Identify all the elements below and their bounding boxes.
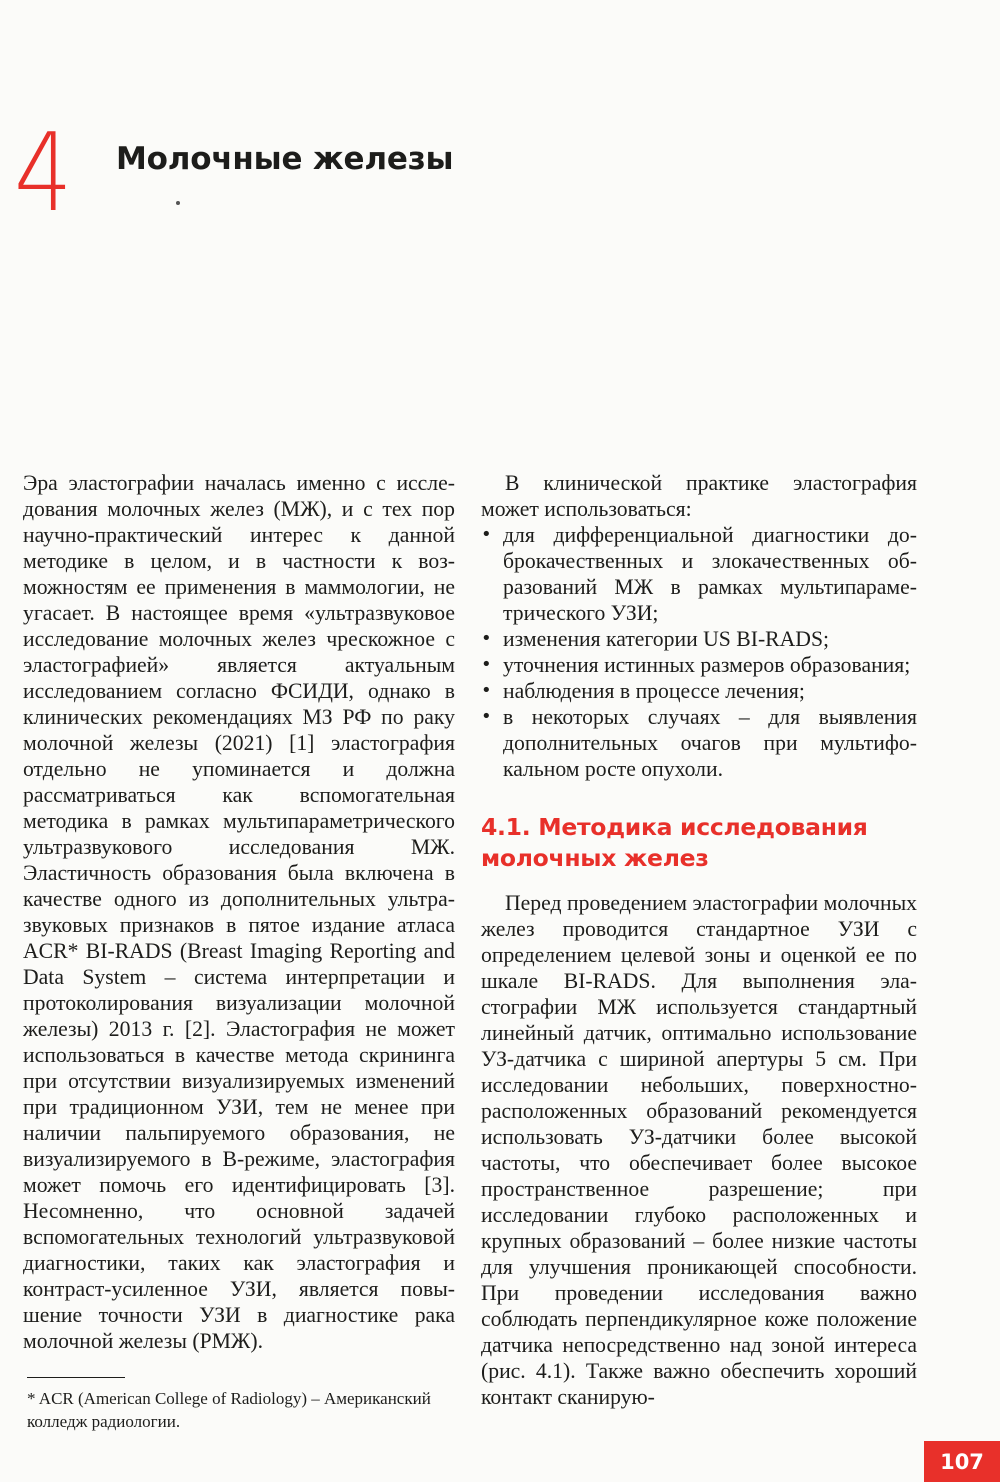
chapter-title: Молочные железы	[116, 141, 454, 177]
list-item	[481, 704, 917, 782]
bullet-icon: •	[481, 628, 492, 649]
section-heading: 4.1. Методика исследования молочных желез	[481, 813, 868, 872]
footnote-divider	[27, 1377, 125, 1378]
usage-intro: В клинической практике эластография может использоваться:	[481, 471, 917, 521]
page-number-label: 107	[940, 1449, 984, 1474]
list-item	[481, 626, 917, 652]
list-item	[481, 652, 917, 678]
list-item-text: для дифференциальной диагностики доброкачественных и злокачественных образований МЖ в рамках мультипараметрического УЗИ;	[503, 523, 917, 625]
print-speck	[176, 201, 180, 205]
list-item-text: изменения категории US BI-RADS;	[503, 627, 830, 651]
list-item	[481, 678, 917, 704]
bullet-icon: •	[481, 524, 492, 545]
bullet-icon: •	[481, 654, 492, 675]
footnote: * ACR (American College of Radiology) – Американский колледж радиологии.	[27, 1389, 431, 1431]
usage-list	[481, 522, 917, 782]
method-paragraph: Перед проведением эластографии молочных желез проводится стандартное УЗИ с определением целевой зоны и оценкой ее по шкале BI-RADS. Для выполнения эластографии МЖ используется стандартный линейный датчик, оптимально использование УЗ-датчика с шириной апертуры 5 см. При исследовании небольших, поверхностно-расположенных образований рекомендуется использовать УЗ-датчики более высокой частоты, что обеспечивает более высокое пространственное разрешение; при исследовании глубоко расположенных и крупных образований – более низкие частоты для улучшения проникающей способности. При проведении исследования важно соблюдать перпендикулярное коже положение датчика непосредственно над зоной интереса (рис. 4.1). Также важно обеспечить хороший контакт сканирую-	[481, 891, 917, 1409]
page-number	[924, 1441, 1000, 1482]
chapter-number: 4	[14, 111, 73, 236]
list-item	[481, 522, 917, 626]
bullet-icon: •	[481, 680, 492, 701]
bullet-icon: •	[481, 706, 492, 727]
intro-paragraph: Эра эластографии началась именно с исследования молочных желез (МЖ), и с тех пор научно-практический интерес к данной методике в целом, и в частности к возможностям ее применения в маммологии, не угасает. В настоящее время «ультразвуковое исследование молочных желез чрескожное с эластографией» является актуальным исследованием согласно ФСИДИ, однако в клинических рекомендациях МЗ РФ по раку молочной железы (2021) [1] эластография отдельно не упоминается и должна рассматриваться как вспомогательная методика в рамках мультипараметрического ультразвукового исследования МЖ. Эластичность образования была включена в качестве одного из дополнительных ультразвуковых признаков в пятое издание атласа ACR* BI-RADS (Breast Imaging Reporting and Data System – система интерпретации и протоколирования визуализации молочной железы) 2013 г. [2]. Эластография не может использоваться в качестве метода скрининга при отсутствии визуализируемых изменений при традиционном УЗИ, тем не менее при наличии пальпируемого образования, не визуализируемого в В-режиме, эластография может помочь его идентифицировать [3]. Несомненно, что основной задачей вспомогательных технологий ультразвуковой диагностики, таких как эластография и контраст-усиленное УЗИ, является повышение точности УЗИ в диагностике рака молочной железы (РМЖ).	[23, 471, 455, 1353]
left-column	[23, 470, 455, 1354]
list-item-text: в некоторых случаях – для выявления дополнительных очагов при мультифокальном росте опухоли.	[503, 705, 917, 781]
list-item-text: наблюдения в процессе лечения;	[503, 679, 805, 703]
list-item-text: уточнения истинных размеров образования;	[503, 653, 911, 677]
right-column	[481, 470, 917, 1410]
